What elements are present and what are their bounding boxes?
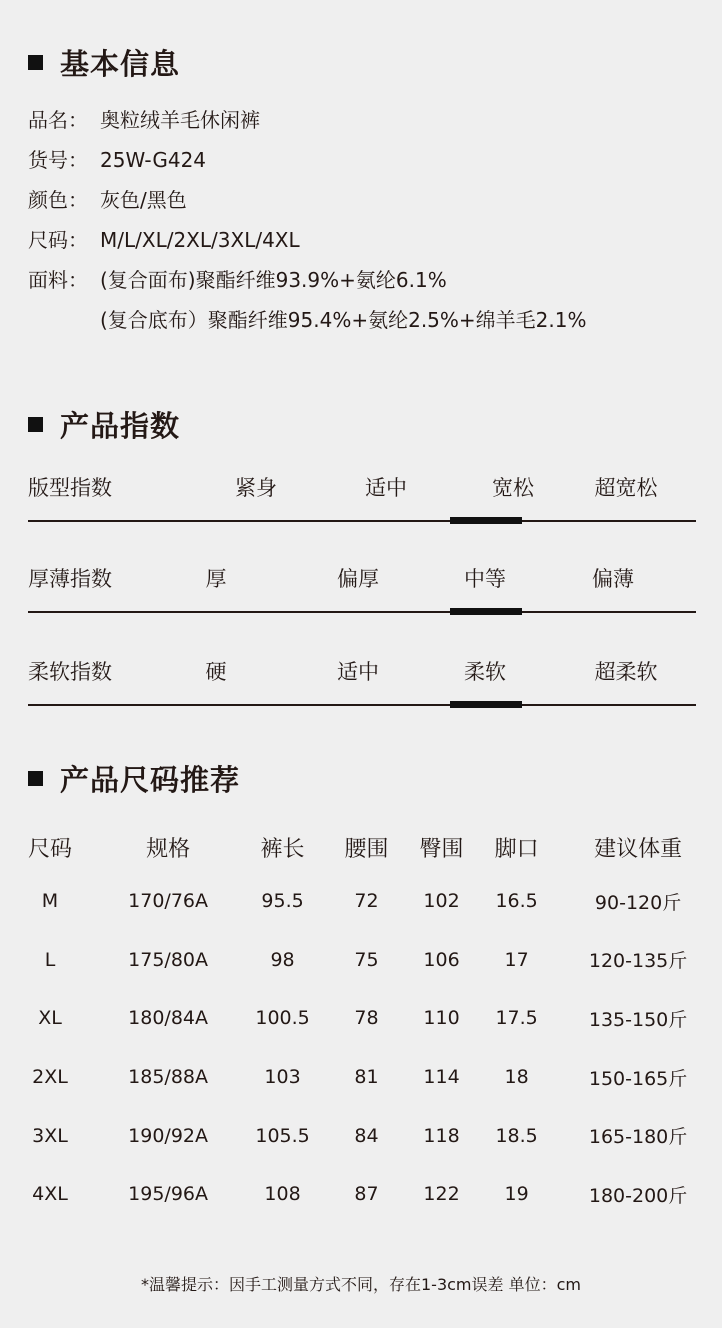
table-cell: 4XL [32,1183,68,1206]
index-option-selected: 柔软 [464,660,506,684]
table-cell: 190/92A [128,1124,208,1147]
selected-indicator-bar [450,517,522,524]
index-option: 超宽松 [594,476,658,500]
table-cell: 81 [354,1066,379,1089]
table-cell: L [44,948,56,971]
index-option-selected: 宽松 [492,476,534,500]
section-title-product-index [28,404,180,445]
table-cell: 98 [270,948,295,971]
table-cell: 103 [264,1066,301,1089]
table-cell: 17 [504,948,529,971]
square-bullet-icon [28,417,43,432]
measurement-note: *温馨提示：因手工测量方式不同，存在1-3cm误差 单位：cm [141,1275,581,1294]
info-key: 尺码： [28,228,88,252]
column-header: 臀围 [419,836,464,862]
table-row [0,989,722,1048]
table-cell: M [41,890,59,913]
info-row-sku [28,140,586,180]
table-cell: 18.5 [495,1124,538,1147]
index-label: 厚薄指数 [28,567,112,591]
index-option: 适中 [337,660,379,684]
info-fabric-line2: (复合底布）聚酯纤维95.4%+氨纶2.5%+绵羊毛2.1% [100,308,587,332]
table-cell: 135-150斤 [588,1008,688,1031]
column-header: 腰围 [344,836,389,862]
section-title-text: 产品尺码推荐 [60,763,241,797]
info-value: 奥粒绒羊毛休闲裤 [100,108,260,132]
table-row [0,931,722,990]
column-header: 规格 [146,836,191,862]
table-cell: 78 [354,1007,379,1030]
index-label: 柔软指数 [28,660,112,684]
table-cell: 72 [354,890,379,913]
table-cell: 108 [264,1183,301,1206]
column-header: 脚口 [494,836,539,862]
table-cell: 16.5 [495,890,538,913]
size-table [0,822,722,1224]
index-option: 超柔软 [594,660,658,684]
table-cell: 180-200斤 [588,1184,688,1207]
info-row-size [28,220,586,260]
table-cell: 75 [354,948,379,971]
table-cell: 95.5 [261,890,304,913]
section-title-text: 产品指数 [60,409,181,443]
table-cell: 19 [504,1183,529,1206]
info-row-name [28,100,586,140]
index-option: 厚 [205,567,227,591]
table-row [0,1048,722,1107]
table-cell: 18 [504,1066,529,1089]
table-cell: 100.5 [255,1007,310,1030]
info-key: 品名： [28,108,88,132]
info-key: 面料： [28,268,88,292]
table-cell: XL [38,1007,62,1030]
selected-indicator-bar [450,608,522,615]
table-cell: 175/80A [128,948,208,971]
square-bullet-icon [28,55,43,70]
table-cell: 122 [423,1183,460,1206]
table-cell: 170/76A [128,890,208,913]
table-cell: 195/96A [128,1183,208,1206]
index-row-fit [28,460,696,522]
section-title-basic-info [28,42,180,83]
index-option: 偏薄 [592,567,634,591]
index-row-softness [28,644,696,706]
square-bullet-icon [28,771,43,786]
column-header: 裤长 [260,836,305,862]
basic-info-list [28,100,586,340]
table-cell: 102 [423,890,460,913]
table-cell: 106 [423,948,460,971]
table-cell: 120-135斤 [588,950,688,973]
column-header: 尺码 [28,836,73,862]
table-cell: 84 [354,1124,379,1147]
table-cell: 114 [423,1066,460,1089]
table-cell: 3XL [32,1124,68,1147]
table-cell: 105.5 [255,1124,310,1147]
info-row-color [28,180,586,220]
section-title-size-recommendation [28,758,240,799]
index-option-selected: 中等 [464,567,506,591]
table-row [0,1106,722,1165]
table-cell: 110 [423,1007,460,1030]
index-option: 偏厚 [337,567,379,591]
info-value: (复合面布)聚酯纤维93.9%+氨纶6.1% [100,268,447,292]
info-row-fabric [28,260,586,300]
table-cell: 180/84A [128,1007,208,1030]
index-option: 适中 [365,476,407,500]
table-row [0,1165,722,1224]
table-cell: 2XL [32,1066,68,1089]
index-option: 紧身 [235,476,277,500]
info-key: 颜色： [28,188,88,212]
section-title-text: 基本信息 [60,47,181,81]
table-cell: 87 [354,1183,379,1206]
table-cell: 150-165斤 [588,1067,688,1090]
info-value: 25W-G424 [100,148,207,172]
table-row [0,872,722,931]
column-header: 建议体重 [594,836,683,862]
table-header-row [0,822,722,872]
index-row-thickness [28,551,696,613]
index-option: 硬 [205,660,227,684]
table-cell: 90-120斤 [594,891,682,914]
info-key: 货号： [28,148,88,172]
table-cell: 165-180斤 [588,1126,688,1149]
table-cell: 17.5 [495,1007,538,1030]
selected-indicator-bar [450,701,522,708]
info-value: M/L/XL/2XL/3XL/4XL [100,228,300,252]
table-cell: 118 [423,1124,460,1147]
info-value: 灰色/黑色 [100,188,187,212]
table-cell: 185/88A [128,1066,208,1089]
index-label: 版型指数 [28,476,112,500]
